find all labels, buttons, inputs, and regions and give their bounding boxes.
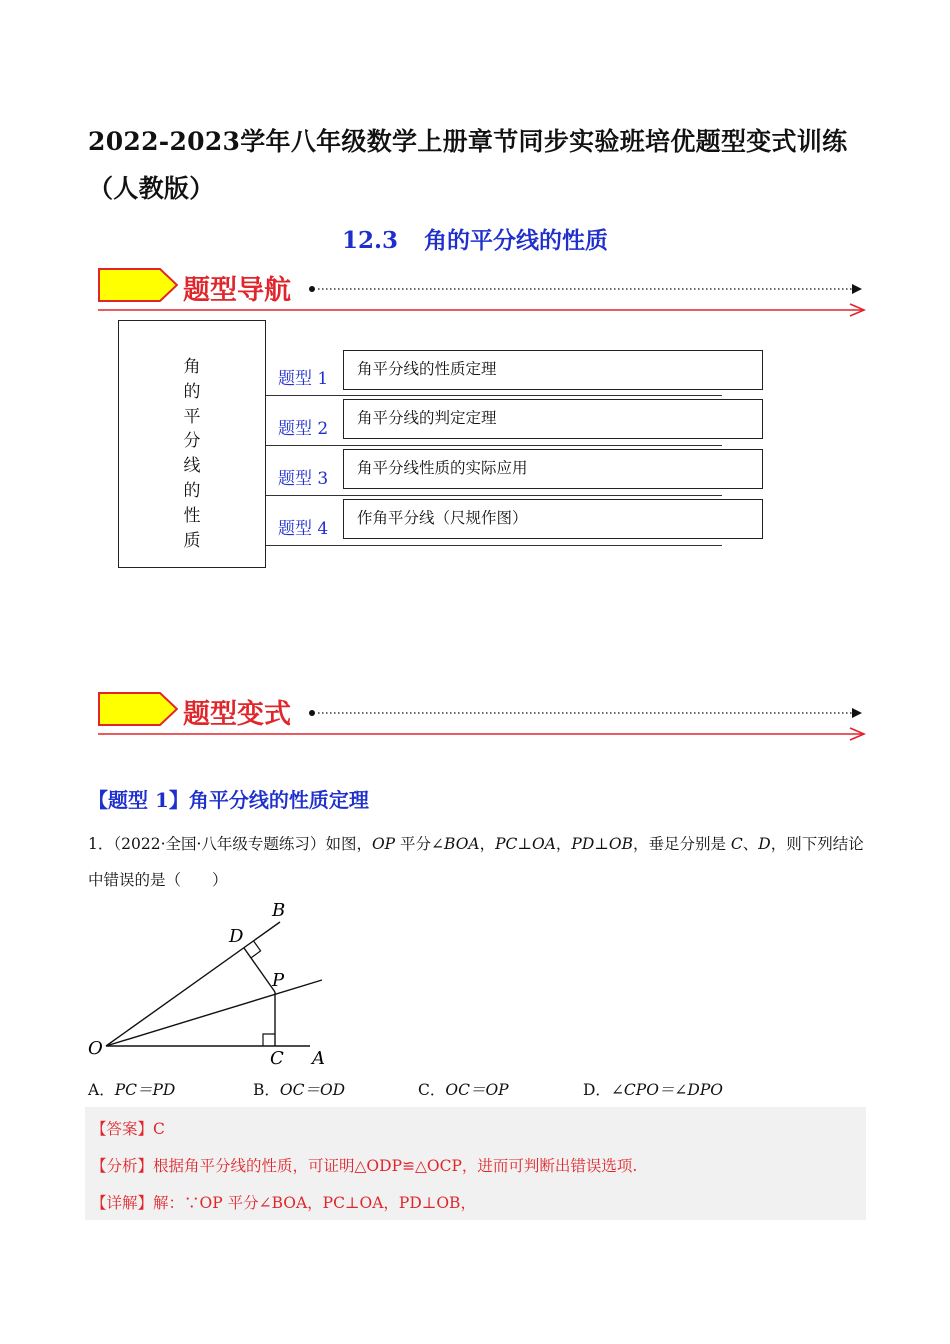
dotted-arrow-line — [308, 283, 864, 295]
nav-row-text-4[interactable]: 作角平分线（尺规作图） — [343, 499, 763, 539]
nav-divider — [266, 445, 722, 446]
option-d[interactable]: D．∠CPO＝∠DPO — [583, 1081, 723, 1099]
option-a[interactable]: A．PC＝PD — [88, 1081, 176, 1099]
banner-underline — [98, 727, 868, 741]
ray-op — [106, 980, 322, 1046]
label-p: P — [272, 970, 285, 991]
ray-ob — [106, 922, 280, 1046]
answer-line: 【答案】C — [91, 1120, 165, 1138]
segment-pd — [244, 948, 275, 992]
nav-row-text-1[interactable]: 角平分线的性质定理 — [343, 350, 763, 390]
label-o: O — [88, 1038, 103, 1059]
detail-line: 【详解】解：∵OP 平分∠BOA，PC⊥OA，PD⊥OB， — [91, 1194, 476, 1212]
banner-label-navigation: 题型导航 — [183, 275, 291, 306]
label-a: A — [312, 1048, 325, 1069]
nav-row-text-3[interactable]: 角平分线性质的实际应用 — [343, 449, 763, 489]
analysis-line: 【分析】根据角平分线的性质，可证明△ODP≌△OCP，进而可判断出错误选项. — [91, 1157, 638, 1175]
nav-row-label-1[interactable]: 题型 1 — [278, 369, 329, 389]
label-c: C — [270, 1048, 284, 1069]
nav-row-label-2[interactable]: 题型 2 — [278, 419, 329, 439]
option-b[interactable]: B．OC＝OD — [253, 1081, 346, 1099]
banner-arrow-icon — [98, 268, 178, 302]
right-angle-mark-d — [251, 941, 261, 958]
nav-row-label-3[interactable]: 题型 3 — [278, 469, 329, 489]
banner-underline — [98, 303, 868, 317]
nav-root-text: 角 的 平 分 线 的 性 质 — [183, 357, 201, 551]
nav-divider — [266, 495, 722, 496]
question-stem: 1．（2022·全国·八年级专题练习）如图，OP 平分∠BOA，PC⊥OA，PD⊥OB，垂足分别是 C、D，则下列结论中错误的是（ ） — [88, 835, 864, 889]
nav-row-text-2[interactable]: 角平分线的判定定理 — [343, 399, 763, 439]
section-name: 角的平分线的性质 — [424, 227, 609, 254]
section-number: 12.3 — [341, 227, 399, 254]
banner-arrow-icon — [98, 692, 178, 726]
nav-root-box — [118, 320, 266, 568]
label-b: B — [272, 900, 286, 921]
answer-panel — [85, 1107, 866, 1220]
label-d: D — [229, 926, 244, 947]
section-title — [0, 222, 950, 255]
nav-divider — [266, 395, 722, 396]
nav-row-label-4[interactable]: 题型 4 — [278, 519, 329, 539]
option-c[interactable]: C．OC＝OP — [418, 1081, 509, 1099]
nav-divider — [266, 545, 722, 546]
type-heading: 【题型 1】角平分线的性质定理 — [88, 788, 369, 812]
banner-label-variations: 题型变式 — [183, 699, 291, 730]
dotted-arrow-line — [308, 707, 864, 719]
document-title: 2022-2023学年八年级数学上册章节同步实验班培优题型变式训练（人教版） — [88, 127, 848, 203]
right-angle-mark-c — [263, 1034, 275, 1046]
geometry-figure — [84, 894, 344, 1072]
